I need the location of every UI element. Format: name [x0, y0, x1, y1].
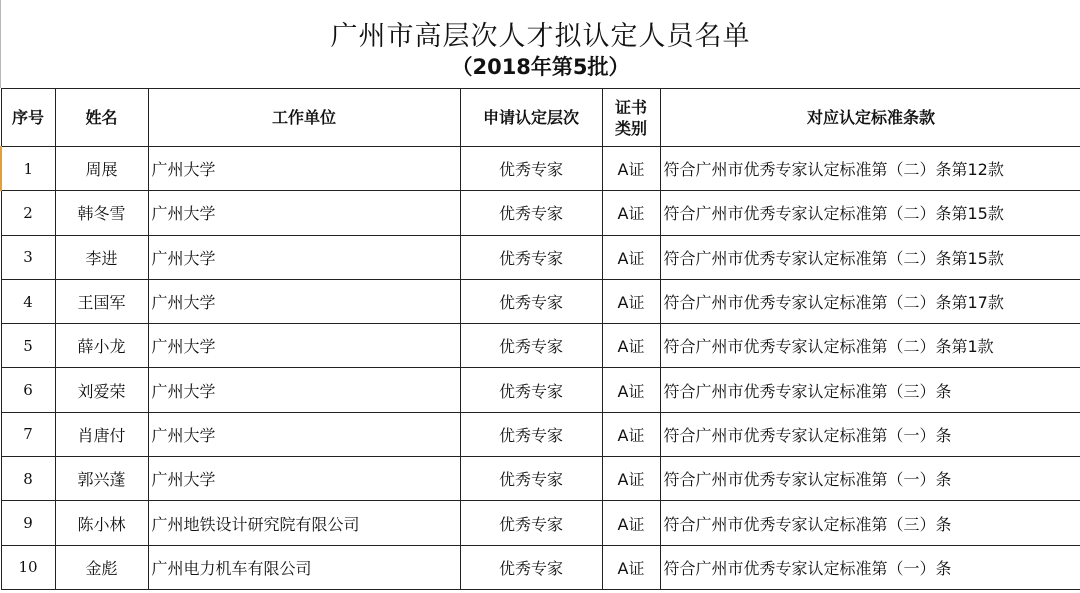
table-row [1, 235, 1080, 279]
cell-cert[interactable]: A证 [602, 368, 660, 412]
cell-name[interactable]: 陈小林 [55, 501, 148, 545]
cell-cert[interactable]: A证 [602, 279, 660, 323]
cell-index[interactable]: 8 [1, 457, 55, 501]
header-name: 姓名 [55, 89, 148, 147]
cell-clause[interactable]: 符合广州市优秀专家认定标准第（二）条第12款 [660, 147, 1080, 191]
cell-clause[interactable]: 符合广州市优秀专家认定标准第（二）条第15款 [660, 235, 1080, 279]
cell-cert[interactable]: A证 [602, 501, 660, 545]
table-row [1, 501, 1080, 545]
header-cert [602, 89, 660, 147]
page-subtitle: （2018年第5批） [451, 55, 630, 79]
cell-index[interactable]: 2 [1, 191, 55, 235]
table-header-row [1, 89, 1080, 147]
page-title: 广州市高层次人才拟认定人员名单 [330, 21, 751, 52]
cell-clause[interactable]: 符合广州市优秀专家认定标准第（二）条第17款 [660, 279, 1080, 323]
cell-org[interactable]: 广州大学 [148, 412, 460, 456]
cell-cert[interactable]: A证 [602, 191, 660, 235]
cell-org[interactable]: 广州大学 [148, 368, 460, 412]
cell-name[interactable]: 刘爱荣 [55, 368, 148, 412]
cell-name[interactable]: 周展 [55, 147, 148, 191]
table-row [1, 279, 1080, 323]
cell-index[interactable]: 9 [1, 501, 55, 545]
cell-org[interactable]: 广州地铁设计研究院有限公司 [148, 501, 460, 545]
cell-level[interactable]: 优秀专家 [460, 324, 602, 368]
cell-name[interactable]: 李进 [55, 235, 148, 279]
cell-clause[interactable]: 符合广州市优秀专家认定标准第（二）条第1款 [660, 324, 1080, 368]
cell-level[interactable]: 优秀专家 [460, 147, 602, 191]
cell-index[interactable]: 1 [1, 147, 55, 191]
cell-name[interactable]: 郭兴蓬 [55, 457, 148, 501]
table-row [1, 412, 1080, 456]
cell-index[interactable]: 4 [1, 279, 55, 323]
cell-org[interactable]: 广州大学 [148, 457, 460, 501]
cell-clause[interactable]: 符合广州市优秀专家认定标准第（三）条 [660, 501, 1080, 545]
header-org: 工作单位 [148, 89, 460, 147]
cell-cert[interactable]: A证 [602, 324, 660, 368]
cell-cert[interactable]: A证 [602, 545, 660, 589]
cell-org[interactable]: 广州大学 [148, 147, 460, 191]
cell-cert[interactable]: A证 [602, 412, 660, 456]
table-row [1, 368, 1080, 412]
cell-level[interactable]: 优秀专家 [460, 545, 602, 589]
cell-clause[interactable]: 符合广州市优秀专家认定标准第（二）条第15款 [660, 191, 1080, 235]
header-index: 序号 [1, 89, 55, 147]
table-row [1, 457, 1080, 501]
cell-name[interactable]: 金彪 [55, 545, 148, 589]
title-block [0, 0, 1080, 88]
cell-index[interactable]: 3 [1, 235, 55, 279]
cell-org[interactable]: 广州大学 [148, 191, 460, 235]
cell-level[interactable]: 优秀专家 [460, 368, 602, 412]
cell-name[interactable]: 薛小龙 [55, 324, 148, 368]
cell-clause[interactable]: 符合广州市优秀专家认定标准第（一）条 [660, 457, 1080, 501]
cell-level[interactable]: 优秀专家 [460, 412, 602, 456]
cell-cert[interactable]: A证 [602, 235, 660, 279]
cell-level[interactable]: 优秀专家 [460, 279, 602, 323]
cell-cert[interactable]: A证 [602, 147, 660, 191]
table-row [1, 191, 1080, 235]
cell-name[interactable]: 肖唐付 [55, 412, 148, 456]
header-clause: 对应认定标准条款 [660, 89, 1080, 147]
cell-org[interactable]: 广州大学 [148, 324, 460, 368]
candidate-table [0, 88, 1080, 590]
cell-org[interactable]: 广州大学 [148, 279, 460, 323]
cell-org[interactable]: 广州电力机车有限公司 [148, 545, 460, 589]
table-row [1, 545, 1080, 589]
cell-index[interactable]: 7 [1, 412, 55, 456]
cell-level[interactable]: 优秀专家 [460, 457, 602, 501]
cell-cert[interactable]: A证 [602, 457, 660, 501]
cell-name[interactable]: 韩冬雪 [55, 191, 148, 235]
table-row [1, 324, 1080, 368]
cell-index[interactable]: 5 [1, 324, 55, 368]
header-level: 申请认定层次 [460, 89, 602, 147]
cell-org[interactable]: 广州大学 [148, 235, 460, 279]
cell-index[interactable]: 10 [1, 545, 55, 589]
cell-index[interactable]: 6 [1, 368, 55, 412]
table-row [1, 147, 1080, 191]
cell-clause[interactable]: 符合广州市优秀专家认定标准第（三）条 [660, 368, 1080, 412]
cell-level[interactable]: 优秀专家 [460, 191, 602, 235]
cell-level[interactable]: 优秀专家 [460, 501, 602, 545]
cell-clause[interactable]: 符合广州市优秀专家认定标准第（一）条 [660, 412, 1080, 456]
header-cert-line2: 类别 [614, 118, 647, 138]
cell-clause[interactable]: 符合广州市优秀专家认定标准第（一）条 [660, 545, 1080, 589]
cell-level[interactable]: 优秀专家 [460, 235, 602, 279]
cell-name[interactable]: 王国军 [55, 279, 148, 323]
header-cert-line1: 证书 [614, 97, 647, 117]
